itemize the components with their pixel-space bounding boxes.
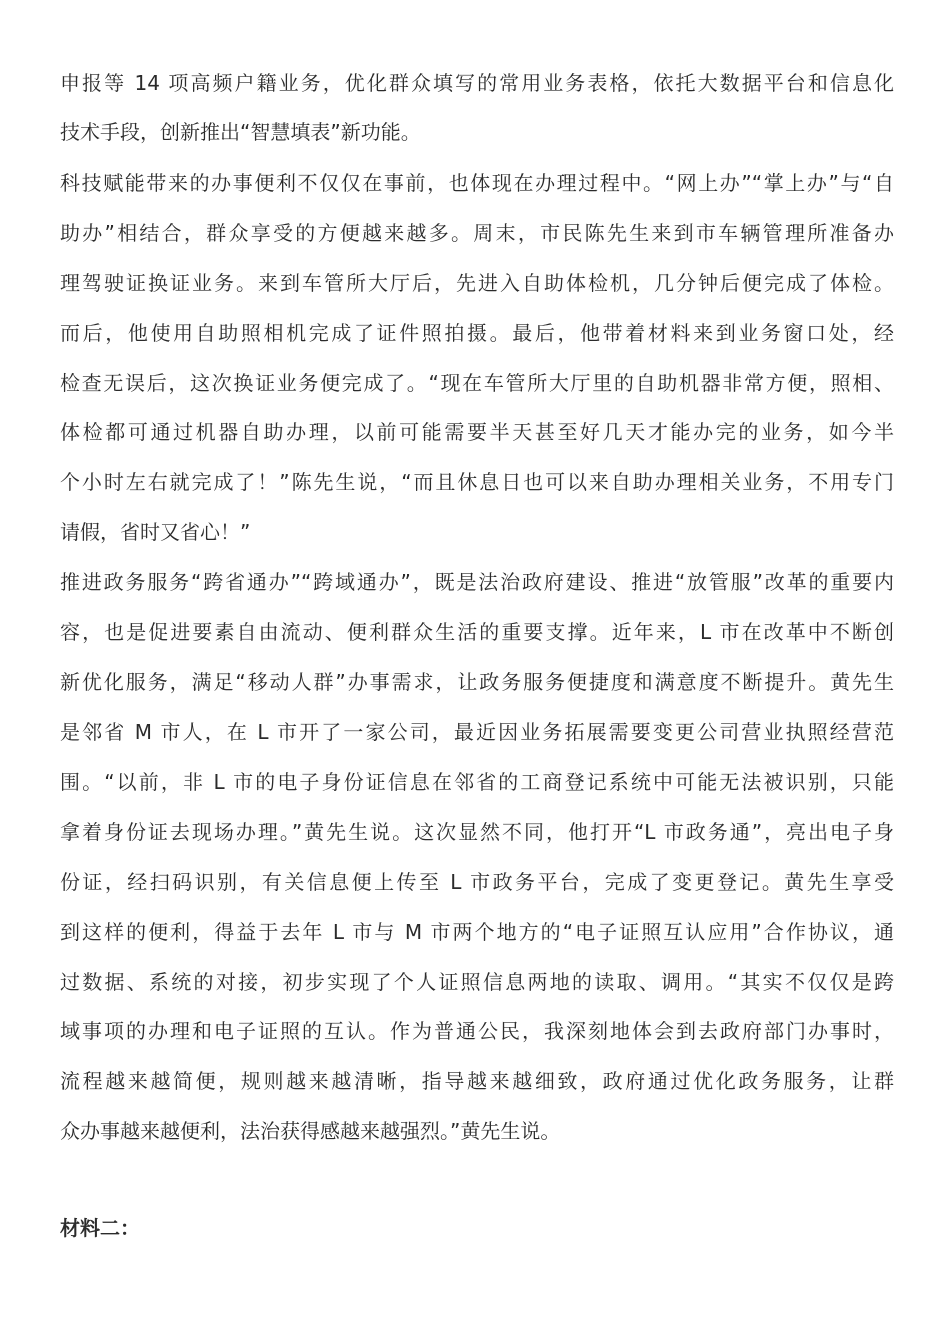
- text-line: 围。“以前，非 L 市的电子身份证信息在邻省的工商登记系统中可能无法被识别，只能: [60, 770, 894, 794]
- text-line: 科技赋能带来的办事便利不仅仅在事前，也体现在办理过程中。“网上办”“掌上办”与“自: [60, 171, 894, 195]
- text-line: 是邻省 M 市人，在 L 市开了一家公司，最近因业务拓展需要变更公司营业执照经营范: [60, 720, 894, 744]
- text-line: 技术手段，创新推出“智慧填表”新功能。: [60, 120, 421, 144]
- text-line: 申报等 14 项高频户籍业务，优化群众填写的常用业务表格，依托大数据平台和信息化: [60, 71, 894, 95]
- text-line: 助办”相结合，群众享受的方便越来越多。周末，市民陈先生来到市车辆管理所准备办: [60, 221, 894, 245]
- text-line: 拿着身份证去现场办理。”黄先生说。这次显然不同，他打开“L 市政务通”，亮出电子身: [60, 820, 894, 844]
- text-line: 流程越来越简便，规则越来越清晰，指导越来越细致，政府通过优化政务服务，让群: [60, 1069, 894, 1093]
- text-line: 个小时左右就完成了！”陈先生说，“而且休息日也可以来自助办理相关业务，不用专门: [60, 470, 894, 494]
- text-line: 新优化服务，满足“移动人群”办事需求，让政务服务便捷度和满意度不断提升。黄先生: [60, 670, 894, 694]
- text-line: 而后，他使用自助照相机完成了证件照拍摄。最后，他带着材料来到业务窗口处，经: [60, 321, 894, 345]
- text-line: 推进政务服务“跨省通办”“跨域通办”，既是法治政府建设、推进“放管服”改革的重要内: [60, 570, 894, 594]
- text-line: 检查无误后，这次换证业务便完成了。“现在车管所大厅里的自助机器非常方便，照相、: [60, 371, 894, 395]
- text-line: 域事项的办理和电子证照的互认。作为普通公民，我深刻地体会到去政府部门办事时，: [60, 1019, 894, 1043]
- text-line: 到这样的便利，得益于去年 L 市与 M 市两个地方的“电子证照互认应用”合作协议，通: [60, 920, 894, 944]
- text-line: 份证，经扫码识别，有关信息便上传至 L 市政务平台，完成了变更登记。黄先生享受: [60, 870, 894, 894]
- text-line: 体检都可通过机器自助办理，以前可能需要半天甚至好几天才能办完的业务，如今半: [60, 420, 894, 444]
- text-line: 请假，省时又省心！”: [60, 520, 251, 544]
- text-line: 过数据、系统的对接，初步实现了个人证照信息两地的读取、调用。“其实不仅仅是跨: [60, 970, 894, 994]
- text-line: 容，也是促进要素自由流动、便利群众生活的重要支撑。近年来，L 市在改革中不断创: [60, 620, 894, 644]
- section-heading: 材料二：: [60, 1216, 140, 1240]
- text-line: 众办事越来越便利，法治获得感越来越强烈。”黄先生说。: [60, 1119, 561, 1143]
- text-line: 理驾驶证换证业务。来到车管所大厅后，先进入自助体检机，几分钟后便完成了体检。: [60, 271, 894, 295]
